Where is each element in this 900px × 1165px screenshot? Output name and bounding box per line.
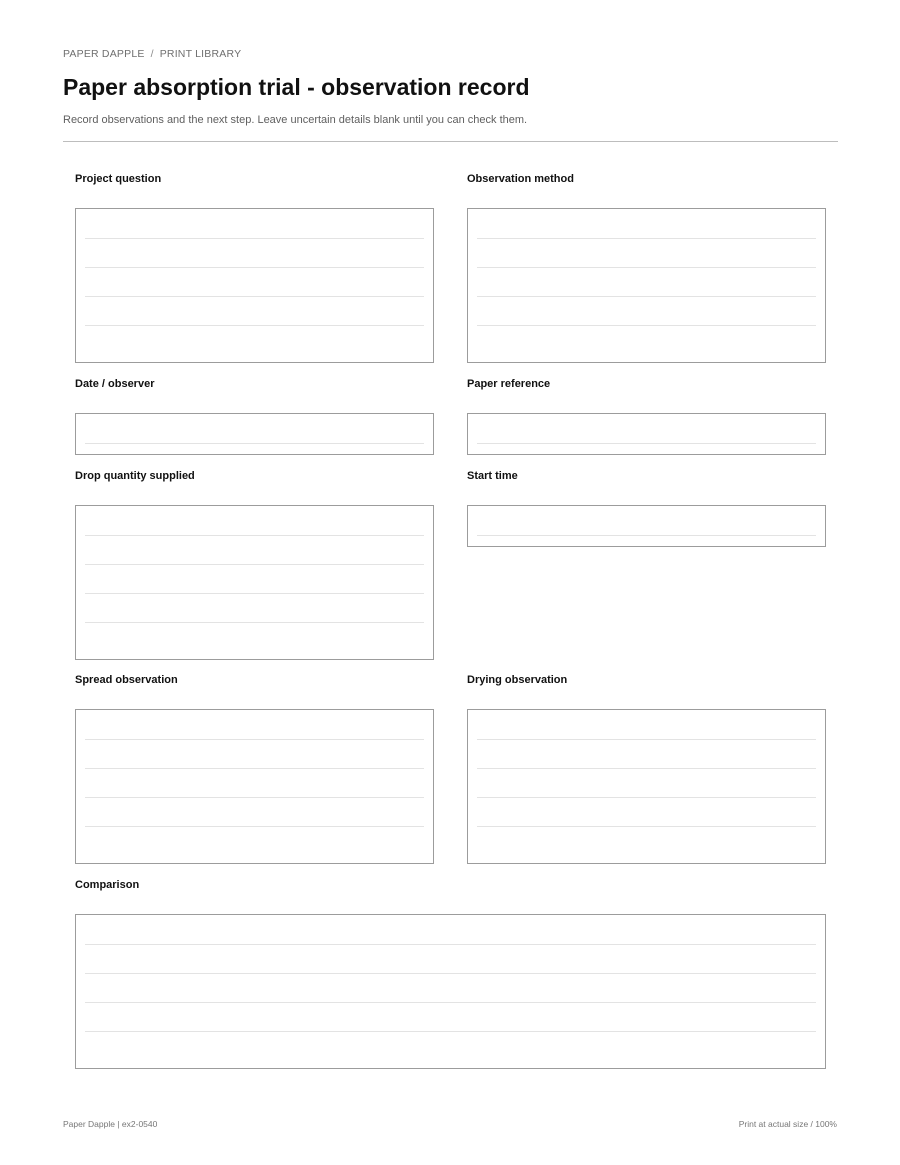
writing-line [85, 739, 424, 740]
writing-line [85, 238, 424, 239]
paper-reference-box[interactable] [467, 413, 826, 455]
writing-line [85, 1002, 816, 1003]
writing-line [85, 535, 424, 536]
writing-line [477, 296, 816, 297]
comparison-label: Comparison [75, 879, 140, 891]
writing-line [85, 296, 424, 297]
paper-reference-label: Paper reference [467, 378, 551, 390]
breadcrumb-brand: PAPER DAPPLE [63, 48, 145, 60]
writing-line [477, 325, 816, 326]
page-subtitle: Record observations and the next step. Leave uncertain details blank until you can check them. [63, 114, 528, 126]
writing-line [477, 797, 816, 798]
breadcrumb [63, 48, 241, 60]
drying-observation-box[interactable] [467, 709, 826, 864]
writing-line [85, 768, 424, 769]
comparison-box[interactable] [75, 914, 826, 1069]
project-question-box[interactable] [75, 208, 434, 363]
writing-line [477, 443, 816, 444]
writing-line [85, 826, 424, 827]
header-divider [63, 141, 838, 142]
writing-line [85, 267, 424, 268]
spread-observation-box[interactable] [75, 709, 434, 864]
writing-line [477, 768, 816, 769]
writing-line [477, 267, 816, 268]
writing-line [85, 325, 424, 326]
writing-line [477, 535, 816, 536]
writing-line [85, 944, 816, 945]
writing-line [477, 238, 816, 239]
breadcrumb-section: PRINT LIBRARY [159, 48, 242, 60]
footer-print-note: Print at actual size / 100% [738, 1119, 837, 1129]
date-observer-box[interactable] [75, 413, 434, 455]
project-question-label: Project question [75, 173, 162, 185]
drop-quantity-box[interactable] [75, 505, 434, 660]
writing-line [477, 739, 816, 740]
start-time-box[interactable] [467, 505, 826, 547]
writing-line [85, 593, 424, 594]
writing-line [85, 973, 816, 974]
breadcrumb-separator: / [150, 48, 154, 60]
writing-line [85, 443, 424, 444]
writing-line [85, 797, 424, 798]
drying-observation-label: Drying observation [467, 674, 568, 686]
writing-line [85, 564, 424, 565]
writing-line [85, 622, 424, 623]
date-observer-label: Date / observer [75, 378, 155, 390]
spread-observation-label: Spread observation [75, 674, 178, 686]
footer-document-id: Paper Dapple | ex2-0540 [63, 1119, 158, 1129]
drop-quantity-label: Drop quantity supplied [75, 470, 195, 482]
writing-line [477, 826, 816, 827]
start-time-label: Start time [467, 470, 518, 482]
page-title: Paper absorption trial - observation record [63, 74, 530, 100]
observation-method-label: Observation method [467, 173, 574, 185]
observation-method-box[interactable] [467, 208, 826, 363]
writing-line [85, 1031, 816, 1032]
